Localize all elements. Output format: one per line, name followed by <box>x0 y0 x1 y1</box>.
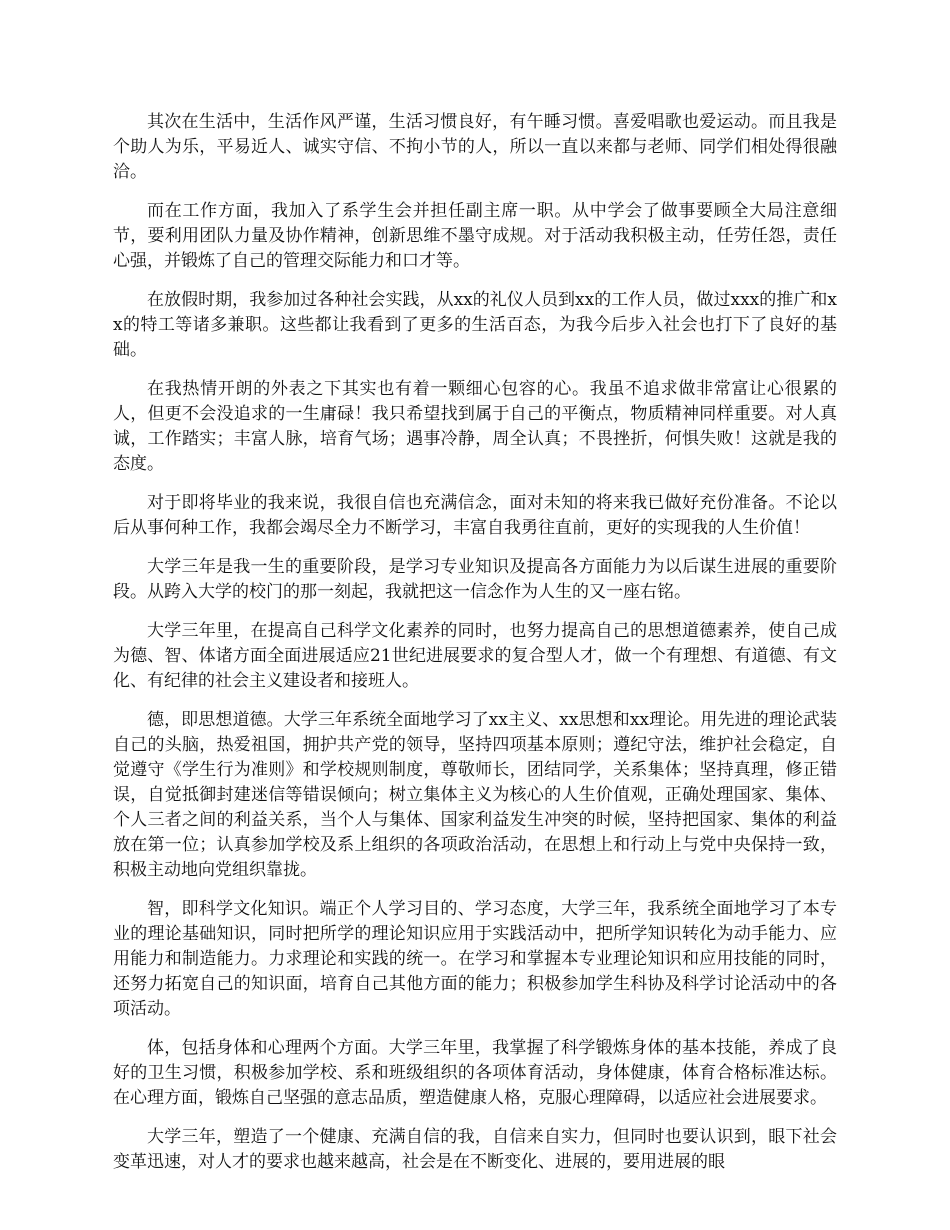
paragraph-knowledge: 智，即科学文化知识。端正个人学习目的、学习态度，大学三年，我系统全面地学习了本专业的理论基础知识，同时把所学的理论知识应用于实践活动中，把所学知识转化为动手能力、应用能力和制造能力。力求理论和实践的统一。在学习和掌握本专业理论知识和应用技能的同时，还努力拓宽自己的知识面，培育自己其他方面的能力；积极参加学生科协及科学讨论活动中的各项活动。 <box>113 899 837 1019</box>
paragraph-moral-cultivation: 大学三年里，在提高自己科学文化素养的同时，也努力提高自己的思想道德素养，使自己成为德、智、体诸方面全面进展适应21世纪进展要求的复合型人才，做一个有理想、有道德、有文化、有纪律的社会主义建设者和接班人。 <box>113 621 837 691</box>
paragraph-life-habits: 其次在生活中，生活作风严谨，生活习惯良好，有午睡习惯。喜爱唱歌也爱运动。而且我是个助人为乐，平易近人、诚实守信、不拘小节的人，所以一直以来都与老师、同学们相处得很融洽。 <box>113 112 837 182</box>
paragraph-social-practice: 在放假时期，我参加过各种社会实践，从xx的礼仪人员到xx的工作人员，做过xxx的推广和xx的特工等诸多兼职。这些都让我看到了更多的生活百态，为我今后步入社会也打下了良好的基础。 <box>113 290 837 360</box>
paragraph-confidence: 大学三年，塑造了一个健康、充满自信的我，自信来自实力，但同时也要认识到，眼下社会变革迅速，对人才的要求也越来越高，社会是在不断变化、进展的，要用进展的眼 <box>113 1127 837 1172</box>
paragraph-morality: 德，即思想道德。大学三年系统全面地学习了xx主义、xx思想和xx理论。用先进的理论武装自己的头脑，热爱祖国，拥护共产党的领导，坚持四项基本原则；遵纪守法，维护社会稳定，自觉遵守《学生行为准则》和学校规则制度，尊敬师长，团结同学，关系集体；坚持真理，修正错误，自觉抵御封建迷信等错误倾向；树立集体主义为核心的人生价值观，正确处理国家、集体、个人三者之间的利益关系，当个人与集体、国家利益发生冲突的时候，坚持把国家、集体的利益放在第一位；认真参加学校及系上组织的各项政治活动，在思想上和行动上与党中央保持一致，积极主动地向党组织靠拢。 <box>113 710 837 880</box>
paragraph-attitude: 在我热情开朗的外表之下其实也有着一颗细心包容的心。我虽不追求做非常富让心很累的人，但更不会没追求的一生庸碌！我只希望找到属于自己的平衡点，物质精神同样重要。对人真诚，工作踏实；丰富人脉，培育气场；遇事冷静，周全认真；不畏挫折，何惧失败！这就是我的态度。 <box>113 379 837 474</box>
paragraph-work: 而在工作方面，我加入了系学生会并担任副主席一职。从中学会了做事要顾全大局注意细节，要利用团队力量及协作精神，创新思维不墨守成规。对于活动我积极主动，任劳任怨，责任心强，并锻炼了自己的管理交际能力和口才等。 <box>113 201 837 271</box>
paragraph-university-stage: 大学三年是我一生的重要阶段，是学习专业知识及提高各方面能力为以后谋生进展的重要阶段。从跨入大学的校门的那一刻起，我就把这一信念作为人生的又一座右铭。 <box>113 557 837 602</box>
paragraph-physical: 体，包括身体和心理两个方面。大学三年里，我掌握了科学锻炼身体的基本技能，养成了良好的卫生习惯，积极参加学校、系和班级组织的各项体育活动，身体健康，体育合格标准达标。在心理方面，锻炼自己坚强的意志品质，塑造健康人格，克服心理障碍，以适应社会进展要求。 <box>113 1038 837 1108</box>
paragraph-graduation: 对于即将毕业的我来说，我很自信也充满信念，面对未知的将来我已做好充份准备。不论以后从事何种工作，我都会竭尽全力不断学习，丰富自我勇往直前，更好的实现我的人生价值！ <box>113 493 837 538</box>
document-page <box>113 110 837 1189</box>
